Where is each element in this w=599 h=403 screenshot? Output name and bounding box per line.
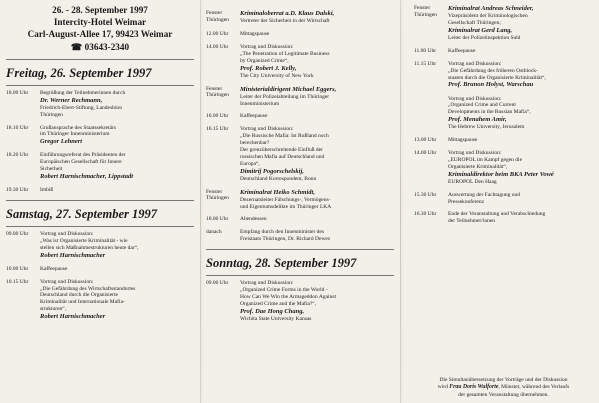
- schedule-entry: [206, 229, 394, 243]
- speaker-name: Kriminaldirektor beim BKA Peter Vowé: [448, 170, 554, 178]
- entry-line: strukturen“,: [40, 306, 67, 313]
- translation-note: [414, 377, 593, 399]
- speaker-name: Prof. Menahem Amir,: [448, 116, 507, 124]
- entry-line: Dezernatsleiter Fälschungs-, Vermögens-: [240, 196, 331, 203]
- schedule-entry: [206, 31, 394, 38]
- entry-line: stellen sich Maßnahmestrukturen heute dar“,: [40, 244, 139, 251]
- entry-line: Sicherheit: [40, 166, 63, 173]
- entry-description: [448, 5, 593, 42]
- schedule-entry: [6, 152, 194, 181]
- hotel-phone: ☎ 03643-2340: [70, 41, 130, 52]
- schedule-entry: [6, 187, 194, 194]
- divider: [6, 85, 194, 86]
- speaker-name: Prof. Brunon Holyst, Warschau: [448, 81, 534, 89]
- entry-line: „Die Russische Mafia: Ist Rußland noch: [240, 133, 329, 140]
- speaker-name: Kriminalrat Heiko Schmidt,: [240, 188, 315, 196]
- schedule-entry: [6, 90, 194, 119]
- entry-line: Grußansprache des Staatssekretärs: [40, 124, 117, 131]
- entry-time: [414, 96, 448, 132]
- entry-description: [448, 150, 593, 186]
- entry-description: [40, 266, 194, 273]
- schedule-entry: [206, 44, 394, 80]
- schedule-entry: [414, 150, 593, 186]
- entry-description: [240, 31, 394, 38]
- entry-line: Friedrich-Ebert-Stiftung, Landesbüro: [40, 104, 123, 111]
- schedule-entry: [414, 192, 593, 206]
- entry-time: 10.15 Uhr: [6, 278, 29, 285]
- entry-description: [240, 280, 394, 323]
- entry-time: 16.30 Uhr: [414, 211, 437, 218]
- entry-line: Abendessen: [240, 216, 267, 223]
- entry-time: 14.00 Uhr: [414, 150, 437, 156]
- entry-line: „Organized Crime and Current: [448, 102, 516, 109]
- entry-description: [40, 152, 194, 181]
- hotel-address: Carl-August-Allee 17, 99423 Weimar: [27, 28, 173, 39]
- schedule-entry: [6, 266, 194, 273]
- entry-time: 16.15 Uhr: [206, 126, 229, 133]
- entry-line: The City University of New York: [240, 72, 314, 79]
- venue-header: [6, 5, 194, 54]
- entry-line: Vortrag und Diskussion:: [448, 150, 502, 156]
- entry-line: Organisierte Kriminalität“,: [448, 163, 508, 170]
- entry-time: danach: [206, 229, 222, 236]
- entry-line: Europäischen Gesellschaft für Innere: [40, 159, 122, 166]
- schedule-entry: [414, 211, 593, 225]
- day-title-saturday: Samstag, 27. September 1997: [6, 207, 158, 222]
- entry-line: Pressekonferenz: [448, 198, 485, 205]
- entry-description: [240, 113, 394, 120]
- entry-time: 16.00 Uhr: [206, 113, 229, 120]
- entry-time: 13.00 Uhr: [414, 137, 437, 144]
- entry-line: Vertreter der Sicherheit in der Wirtschaft: [240, 18, 330, 25]
- entry-description: [448, 96, 593, 132]
- entry-description: [40, 125, 194, 147]
- entry-description: [240, 86, 394, 108]
- entry-time: 10.00 Uhr: [6, 265, 29, 272]
- entry-line: berechenbar?: [240, 140, 270, 146]
- entry-line: Vortrag und Diskussion:: [40, 278, 94, 285]
- entry-line: Freistaats Thüringen, Dr. Richard Dewes: [240, 236, 331, 243]
- schedule-entry: [6, 125, 194, 147]
- entry-line: Kaffeepause: [240, 113, 268, 120]
- entry-description: [448, 211, 593, 225]
- entry-line: Auswertung der Fachtagung und: [448, 191, 520, 198]
- entry-line: Deutschland Korrespondent, Bonn: [240, 175, 317, 182]
- entry-line: „Die Gefährdung des Wirtschaftsstandortes: [40, 285, 136, 292]
- schedule-entry: [206, 113, 394, 120]
- entry-description: [240, 216, 394, 223]
- schedule-sunday-continued: [414, 5, 593, 225]
- divider: [6, 59, 194, 60]
- speaker-name: Dr. Werner Rechmann,: [40, 96, 103, 104]
- speaker-name: Prof. Dae Hong Chang,: [240, 307, 305, 315]
- day-title-sunday: Sonntag, 28. September 1997: [206, 256, 357, 270]
- entry-line: Der grenzüberschreitende Einfluß der: [240, 146, 323, 153]
- entry-line: „Was ist Organisierte Kriminalität - wie: [40, 237, 128, 244]
- schedule-entry: [206, 126, 394, 182]
- entry-line: Kaffeepause: [448, 47, 476, 54]
- entry-time: Fenster Thüringen: [206, 10, 229, 23]
- note-line: der gesamten Veranstaltung übernehmen.: [458, 391, 549, 398]
- entry-time: 11.15 Uhr: [414, 60, 437, 67]
- schedule-entry: [6, 231, 194, 260]
- speaker-name: Gregor Lehnert: [40, 138, 83, 146]
- entry-description: [40, 231, 194, 260]
- schedule-entry: [206, 216, 394, 223]
- entry-description: [40, 90, 194, 119]
- entry-line: „The Penetration of Legitimate Business: [240, 50, 330, 57]
- speaker-name: Robert Harnischmacher, Lippstadt: [40, 173, 133, 181]
- speaker-name: Prof. Robert J. Kelly,: [240, 64, 297, 72]
- entry-time: Fenster Thüringen: [206, 188, 229, 202]
- entry-description: [240, 44, 394, 80]
- entry-line: Mittagspause: [448, 137, 478, 144]
- entry-line: Einführungsreferat des Präsidenten der: [40, 152, 126, 159]
- entry-line: Vortrag und Diskussion:: [448, 60, 502, 67]
- speaker-name: Robert Harnischmacher: [40, 313, 106, 321]
- entry-line: Developments in the Russian Mafia“,: [448, 109, 531, 116]
- entry-time: 11.00 Uhr: [414, 47, 437, 54]
- entry-line: staaten durch die Organisierte Kriminalität“,: [448, 74, 546, 81]
- entry-line: Ende der Veranstaltung und Verabschiedung: [448, 211, 546, 218]
- speaker-name: Kriminalrat Gerd Lang,: [448, 26, 513, 34]
- entry-time: 19.30 Uhr: [6, 187, 29, 194]
- divider: [206, 275, 394, 276]
- entry-line: Kaffeepause: [40, 265, 68, 272]
- entry-description: [240, 10, 394, 25]
- speaker-name: Dimitrij Pogorschelskij,: [240, 167, 304, 175]
- entry-line: Gesellschaft Thüringen;: [448, 20, 501, 26]
- schedule-sunday-morning: [206, 280, 394, 323]
- column-3: [400, 0, 599, 403]
- entry-line: EUROPOL Den Haag: [448, 178, 497, 185]
- entry-line: Kriminalität und Internationale Mafia-: [40, 299, 125, 306]
- entry-line: Vortrag und Diskussion:: [240, 43, 294, 50]
- entry-time: Fenster Thüringen: [414, 5, 437, 18]
- entry-line: Mittagspause: [240, 31, 270, 37]
- speaker-name: Kriminaloberrat a.D. Klaus Dalski,: [240, 10, 335, 17]
- schedule-saturday-morning: [6, 231, 194, 321]
- entry-line: Leiter der Polizeiabteilung im Thüringer: [240, 93, 330, 100]
- entry-line: und Eigentumsdelikte im Thüringer LKA: [240, 203, 332, 210]
- entry-line: Thüringen: [40, 111, 63, 118]
- entry-description: [40, 279, 194, 322]
- speaker-name: Robert Harnischmacher: [40, 251, 106, 259]
- entry-time: 09.00 Uhr: [6, 231, 29, 238]
- divider: [6, 226, 194, 227]
- day-title-friday: Freitag, 26. September 1997: [6, 65, 152, 80]
- schedule-entry: [414, 48, 593, 55]
- entry-description: [448, 48, 593, 55]
- entry-line: russischen Mafia auf Deutschland und: [240, 153, 325, 160]
- column-1: [0, 0, 200, 403]
- entry-time: Fenster Thüringen: [206, 85, 229, 99]
- entry-time: 12.00 Uhr: [206, 31, 229, 37]
- entry-description: [240, 126, 394, 182]
- entry-line: Vizepräsident der Kriminologischen: [448, 13, 528, 20]
- schedule-entry: [206, 189, 394, 211]
- entry-time: 09.00 Uhr: [206, 280, 229, 286]
- entry-line: How Can We Win the Armageddon Against: [240, 293, 336, 300]
- entry-line: „EUROPOL im Kampf gegen die: [448, 156, 523, 163]
- entry-line: Wichita State University Kansas: [240, 315, 312, 322]
- entry-time: 14.00 Uhr: [206, 43, 229, 50]
- schedule-entry: [414, 137, 593, 144]
- schedule-saturday-continued: [206, 10, 394, 243]
- schedule-entry: [414, 96, 593, 132]
- speaker-name: Ministerialdirigent Michael Eggers,: [240, 85, 337, 93]
- entry-line: im Thüringer Innenministerium: [40, 131, 110, 138]
- entry-line: Imbiß: [40, 187, 54, 194]
- entry-time: 18.20 Uhr: [6, 152, 29, 159]
- entry-description: [240, 229, 394, 243]
- note-line: Die Simultanübersetzung der Vorträge und der Diskussion: [439, 377, 568, 384]
- entry-line: by Organized Crime“,: [240, 57, 289, 64]
- schedule-friday: [6, 90, 194, 194]
- entry-line: The Hebrew University, Jerusalem: [448, 124, 525, 131]
- entry-time: 18.00 Uhr: [6, 89, 29, 96]
- schedule-entry: [206, 280, 394, 323]
- entry-line: Vortrag und Diskussion:: [448, 95, 502, 102]
- entry-time: 18.00 Uhr: [206, 216, 229, 223]
- schedule-entry: [414, 5, 593, 42]
- entry-line: Vortrag und Diskussion:: [240, 280, 294, 286]
- entry-line: „Organized Crime Forms in the World -: [240, 286, 328, 293]
- speaker-name: Kriminalrat Andreas Schneider,: [448, 5, 534, 12]
- schedule-entry: [206, 10, 394, 25]
- divider: [6, 200, 194, 201]
- entry-description: [448, 137, 593, 144]
- entry-description: [448, 192, 593, 206]
- hotel-name: Intercity-Hotel Weimar: [53, 16, 147, 27]
- entry-line: Organized Crime and the Mafia?“,: [240, 300, 317, 307]
- entry-line: Leiter der Polizeiinspektion Suhl: [448, 35, 521, 41]
- entry-line: der Teilnehmer/innen: [448, 218, 496, 225]
- entry-description: [40, 187, 194, 194]
- column-2: [200, 0, 400, 403]
- entry-line: Deutschland durch die Organisierte: [40, 292, 118, 299]
- divider: [206, 249, 394, 250]
- schedule-entry: [414, 61, 593, 90]
- entry-description: [240, 189, 394, 211]
- entry-description: [448, 61, 593, 90]
- entry-time: 15.30 Uhr: [414, 191, 437, 198]
- entry-time: 18.10 Uhr: [6, 124, 29, 131]
- entry-line: Begrüßung der Teilnehmerinnen durch: [40, 89, 126, 96]
- event-dates: 26. - 28. September 1997: [52, 5, 148, 15]
- entry-line: Vortrag und Diskussion:: [240, 126, 294, 133]
- schedule-entry: [6, 279, 194, 322]
- entry-line: Empfang durch den Innenminister des: [240, 229, 325, 236]
- entry-line: Vortrag und Diskussion:: [40, 231, 94, 238]
- entry-line: Europa“,: [240, 160, 260, 167]
- entry-line: „Die Gefährdung des früheren Ostblock-: [448, 67, 538, 74]
- entry-line: Innenministerium: [240, 100, 280, 107]
- schedule-entry: [206, 86, 394, 108]
- note-line: wird Frau Doris Wulforte, Münster, während des Verlaufs: [437, 384, 570, 391]
